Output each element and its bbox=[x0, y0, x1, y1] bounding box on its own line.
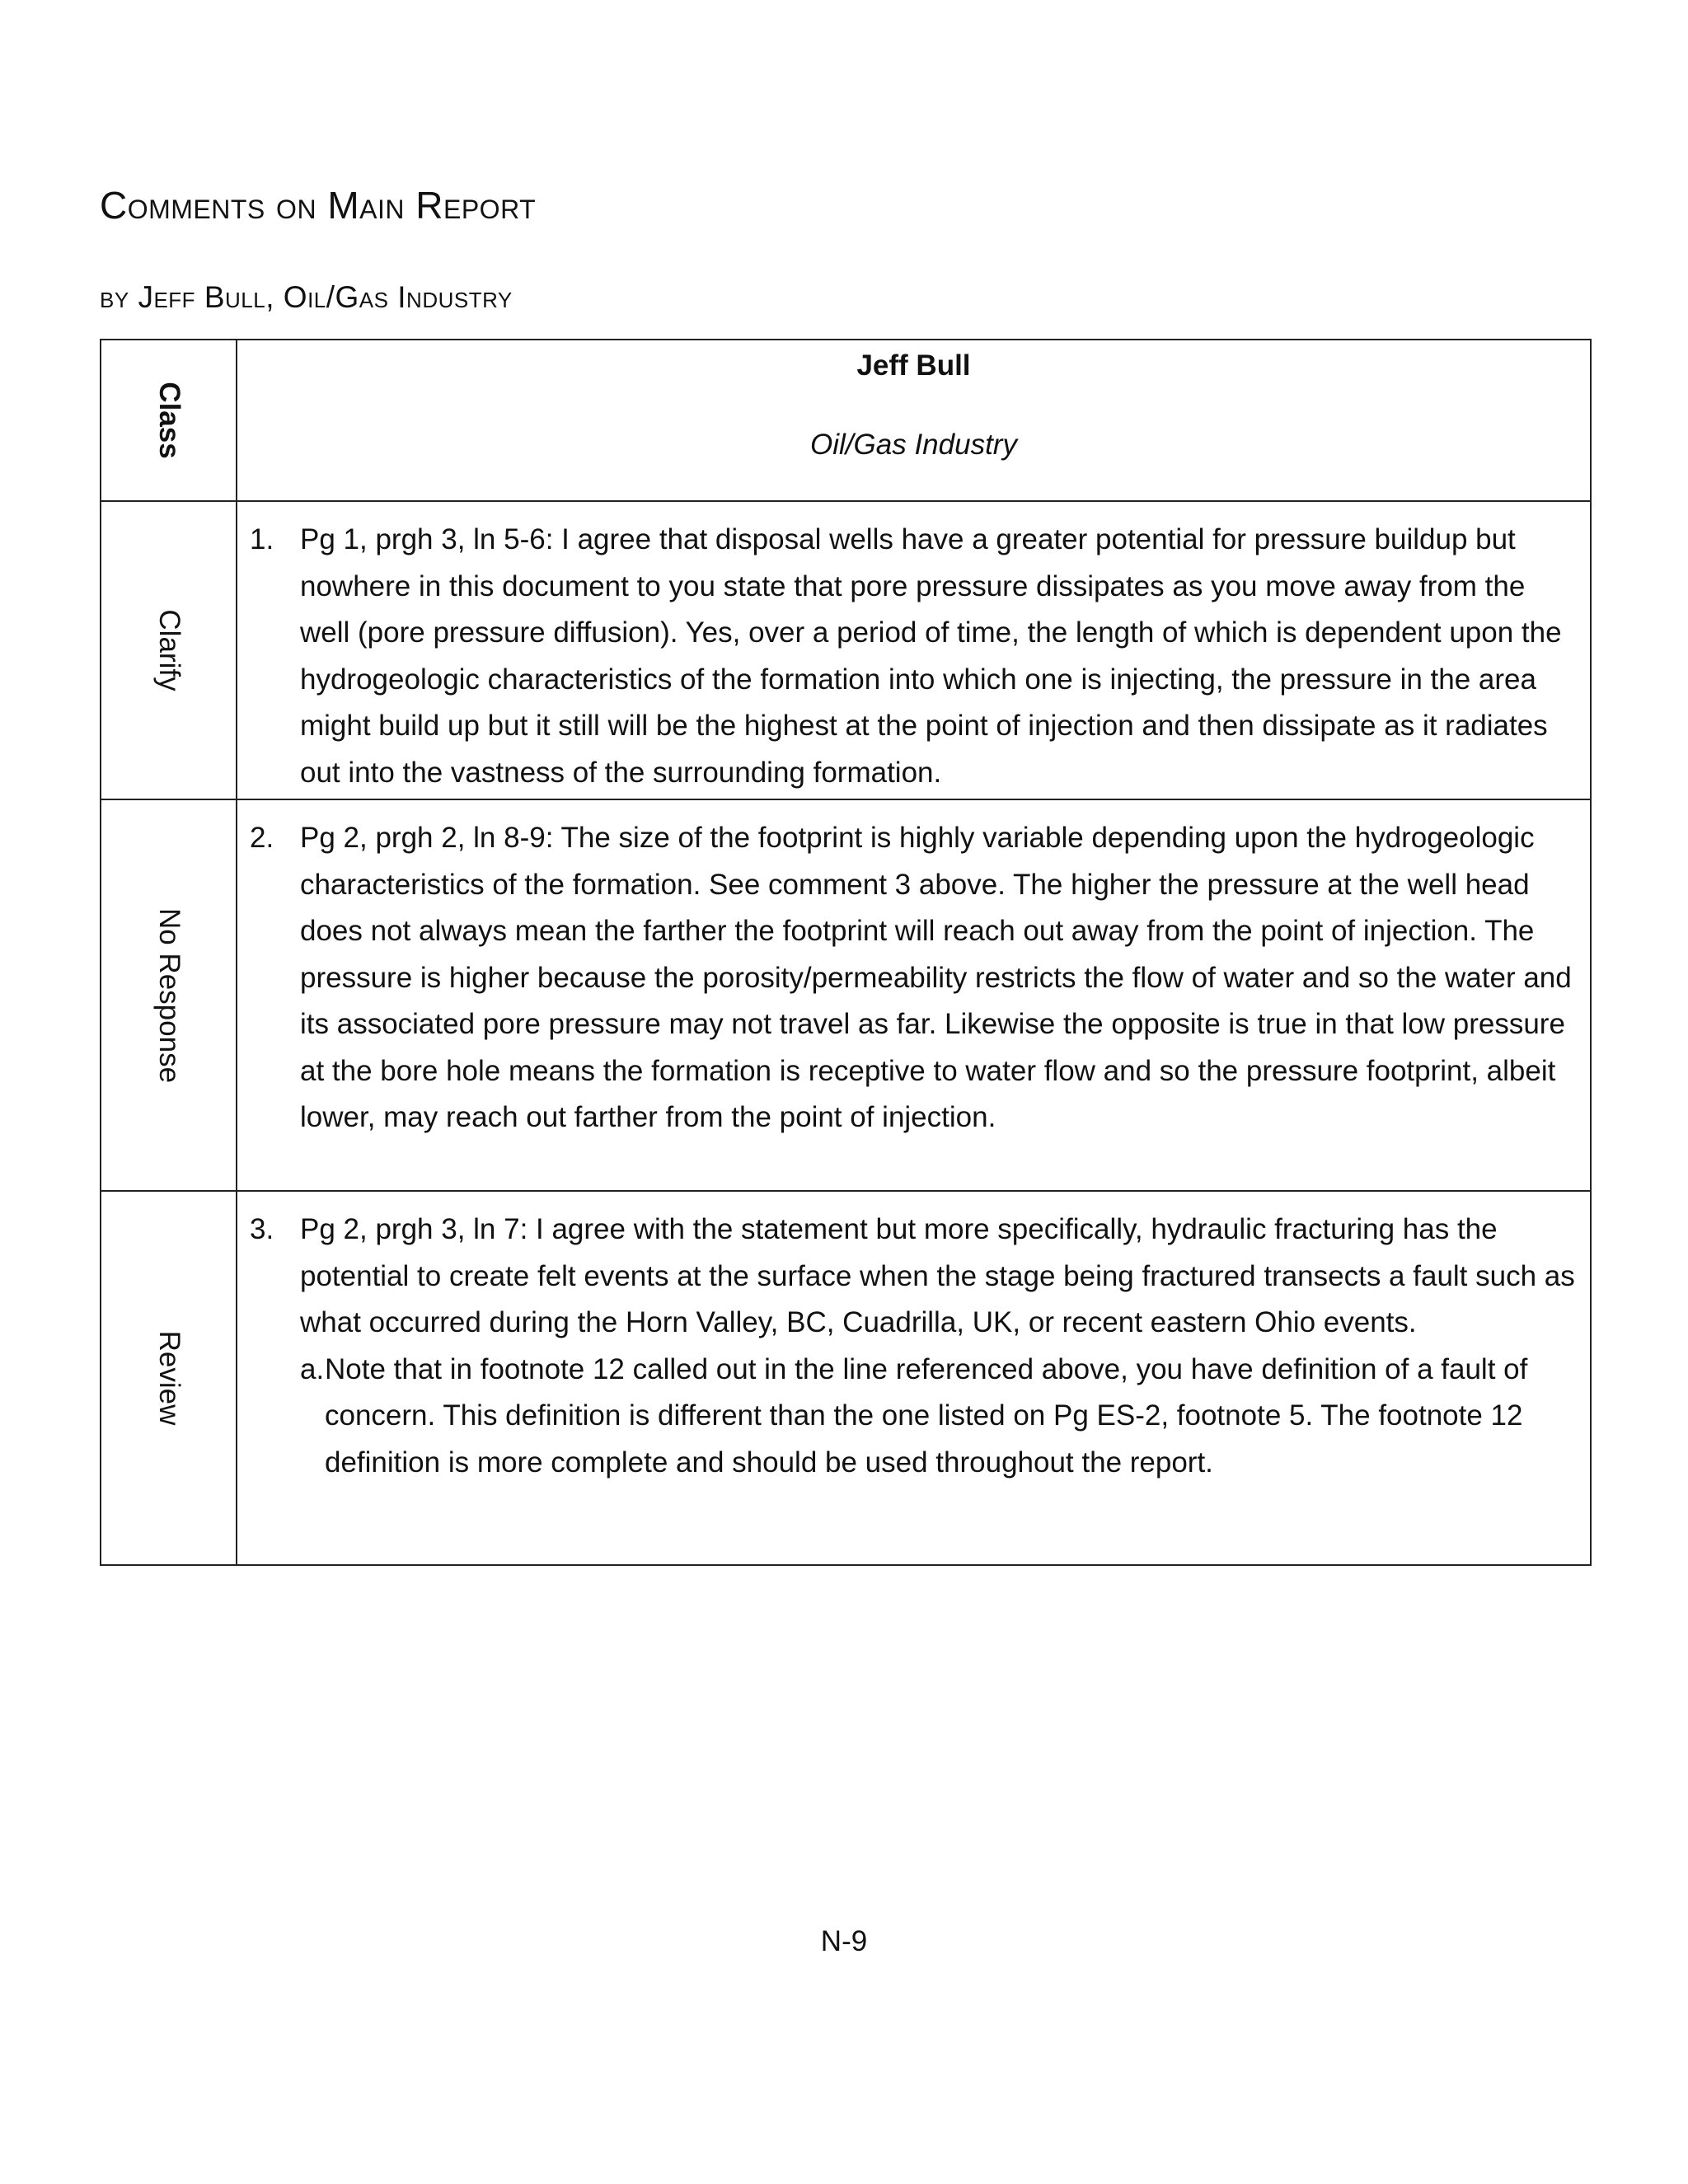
comment-cell bbox=[237, 799, 1591, 1191]
page-subtitle: by Jeff Bull, Oil/Gas Industry bbox=[100, 280, 513, 314]
reviewer-organization: Oil/Gas Industry bbox=[810, 429, 1017, 461]
comment-text: Pg 2, prgh 2, ln 8-9: The size of the footprint is highly variable depending upon the hydrogeologic characteristics of the formation. See comment 3 above. The higher the pressure at the well head does not always mean the farther the footprint will reach out away from the point of injection. The pressure is higher because the porosity/permeability restricts the flow of water and so the water and its associated pore pressure may not travel as far. Likewise the opposite is true in that low pressure at the bore hole means the formation is receptive to water flow and so the pressure footprint, albeit lower, may reach out farther from the point of injection. bbox=[300, 822, 1572, 1133]
class-cell bbox=[101, 501, 237, 799]
class-header-label: Class bbox=[152, 382, 185, 459]
page-number: N-9 bbox=[820, 1925, 868, 1957]
class-label-review: Review bbox=[152, 1330, 185, 1426]
comment-number: 3. bbox=[250, 1213, 274, 1245]
table-row bbox=[101, 799, 1591, 1191]
class-label-no-response: No Response bbox=[152, 907, 185, 1083]
comment-cell bbox=[237, 501, 1591, 799]
comment-text-block bbox=[237, 1192, 1590, 1486]
table-row bbox=[101, 501, 1591, 799]
comment-text: Pg 1, prgh 3, ln 5-6: I agree that disposal wells have a greater potential for pressure buildup but nowhere in this document to you state that pore pressure dissipates as you move away from the well (pore pressure diffusion). Yes, over a period of time, the length of which is dependent upon the hydrogeologic characteristics of the formation into which one is injecting, the pressure in the area might build up but it still will be the highest at the point of injection and then dissipate as it radiates out into the vastness of the surrounding formation. bbox=[300, 523, 1562, 789]
comment-sub-item bbox=[300, 1347, 1582, 1487]
comment-sub-text: Note that in footnote 12 called out in the line referenced above, you have definition of a fault of concern. This definition is different than the one listed on Pg ES-2, footnote 5. The footnote 12 definition is more complete and should be used throughout the report. bbox=[325, 1352, 1528, 1479]
comment-cell bbox=[237, 1191, 1591, 1565]
comment-item bbox=[250, 517, 1582, 796]
comment-text-block bbox=[237, 800, 1590, 1141]
comment-number: 2. bbox=[250, 822, 274, 854]
class-cell bbox=[101, 1191, 237, 1565]
comment-item bbox=[250, 815, 1582, 1141]
class-header-cell bbox=[101, 340, 237, 501]
reviewer-header bbox=[237, 345, 1590, 466]
reviewer-header-cell bbox=[237, 340, 1591, 501]
table-header-row bbox=[101, 340, 1591, 501]
comment-text: Pg 2, prgh 3, ln 7: I agree with the statement but more specifically, hydraulic fracturing has the potential to create felt events at the surface when the stage being fractured transects a fault such as what occurred during the Horn Valley, BC, Cuadrilla, UK, or recent eastern Ohio events. bbox=[300, 1213, 1575, 1338]
reviewer-name: Jeff Bull bbox=[856, 349, 971, 382]
comment-sub-number: a. bbox=[300, 1352, 325, 1385]
table-row bbox=[101, 1191, 1591, 1565]
comment-item bbox=[250, 1207, 1582, 1347]
comment-number: 1. bbox=[250, 523, 274, 555]
page-title: Comments on Main Report bbox=[100, 184, 537, 227]
comments-table bbox=[100, 339, 1592, 1566]
comment-text-block bbox=[237, 502, 1590, 796]
class-label-clarify: Clarify bbox=[152, 609, 185, 691]
class-cell bbox=[101, 799, 237, 1191]
